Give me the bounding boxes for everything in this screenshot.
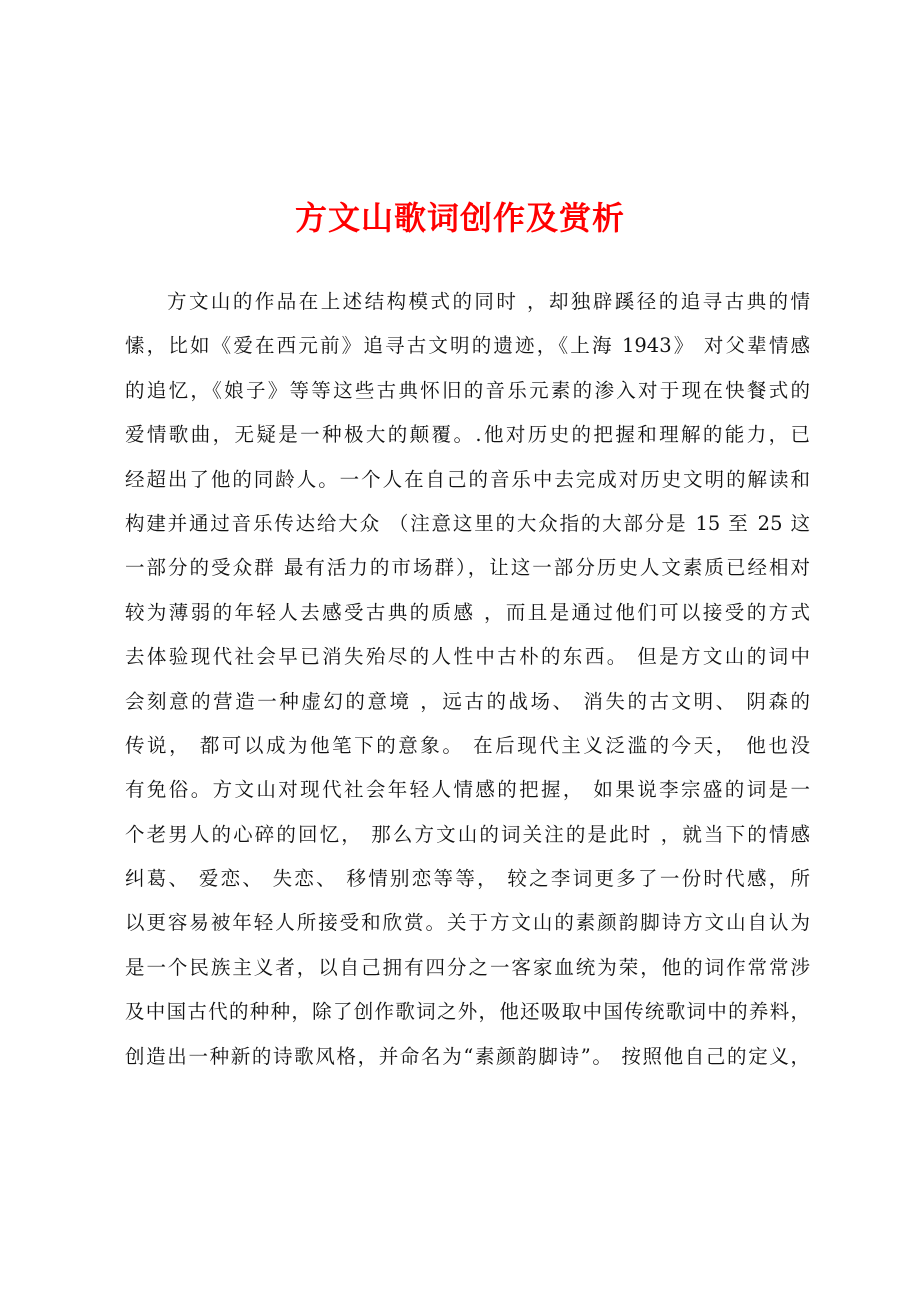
body-line: 去体验现代社会早已消失殆尽的人性中古朴的东西。 但是方文山的词中 bbox=[125, 645, 810, 669]
body-line: 较为薄弱的年轻人去感受古典的质感 ，而且是通过他们可以接受的方式 bbox=[125, 600, 810, 624]
body-line: 的追忆，《娘子》等等这些古典怀旧的音乐元素的渗入对于现在快餐式的 bbox=[125, 378, 810, 402]
body-line: 方文山的作品在上述结构模式的同时 ，却独辟蹊径的追寻古典的情 bbox=[167, 290, 810, 313]
body-line: 愫，比如《爱在西元前》追寻古文明的遗迹，《上海 1943》 对父辈情感 bbox=[125, 334, 810, 358]
body-line: 以更容易被年轻人所接受和欣赏。关于方文山的素颜韵脚诗方文山自认为 bbox=[125, 911, 810, 935]
body-line: 有免俗。方文山对现代社会年轻人情感的把握， 如果说李宗盛的词是一 bbox=[125, 778, 810, 802]
body-line: 及中国古代的种种，除了创作歌词之外，他还吸取中国传统歌词中的养料， bbox=[125, 1000, 810, 1024]
body-line: 爱情歌曲，无疑是一种极大的颠覆。.他对历史的把握和理解的能力，已 bbox=[125, 423, 810, 447]
body-line: 是一个民族主义者，以自己拥有四分之一客家血统为荣，他的词作常常涉 bbox=[125, 955, 810, 979]
document-title: 方文山歌词创作及赏析 bbox=[294, 199, 625, 237]
body-line: 创造出一种新的诗歌风格，并命名为“素颜韵脚诗”。 按照他自己的定义， bbox=[125, 1044, 810, 1068]
body-line: 构建并通过音乐传达给大众 （注意这里的大众指的大部分是 15 至 25 这 bbox=[125, 511, 810, 535]
body-line: 传说， 都可以成为他笔下的意象。 在后现代主义泛滥的今天， 他也没 bbox=[125, 733, 810, 757]
body-line: 个老男人的心碎的回忆， 那么方文山的词关注的是此时 ，就当下的情感 bbox=[125, 822, 810, 846]
document-body bbox=[125, 280, 810, 1079]
body-line: 经超出了他的同龄人。一个人在自己的音乐中去完成对历史文明的解读和 bbox=[125, 467, 810, 491]
body-line: 一部分的受众群 最有活力的市场群），让这一部分历史人文素质已经相对 bbox=[125, 556, 810, 580]
body-line: 会刻意的营造一种虚幻的意境 ，远古的战场、 消失的古文明、 阴森的 bbox=[125, 689, 810, 713]
body-line: 纠葛、 爱恋、 失恋、 移情别恋等等， 较之李词更多了一份时代感，所 bbox=[125, 867, 810, 891]
